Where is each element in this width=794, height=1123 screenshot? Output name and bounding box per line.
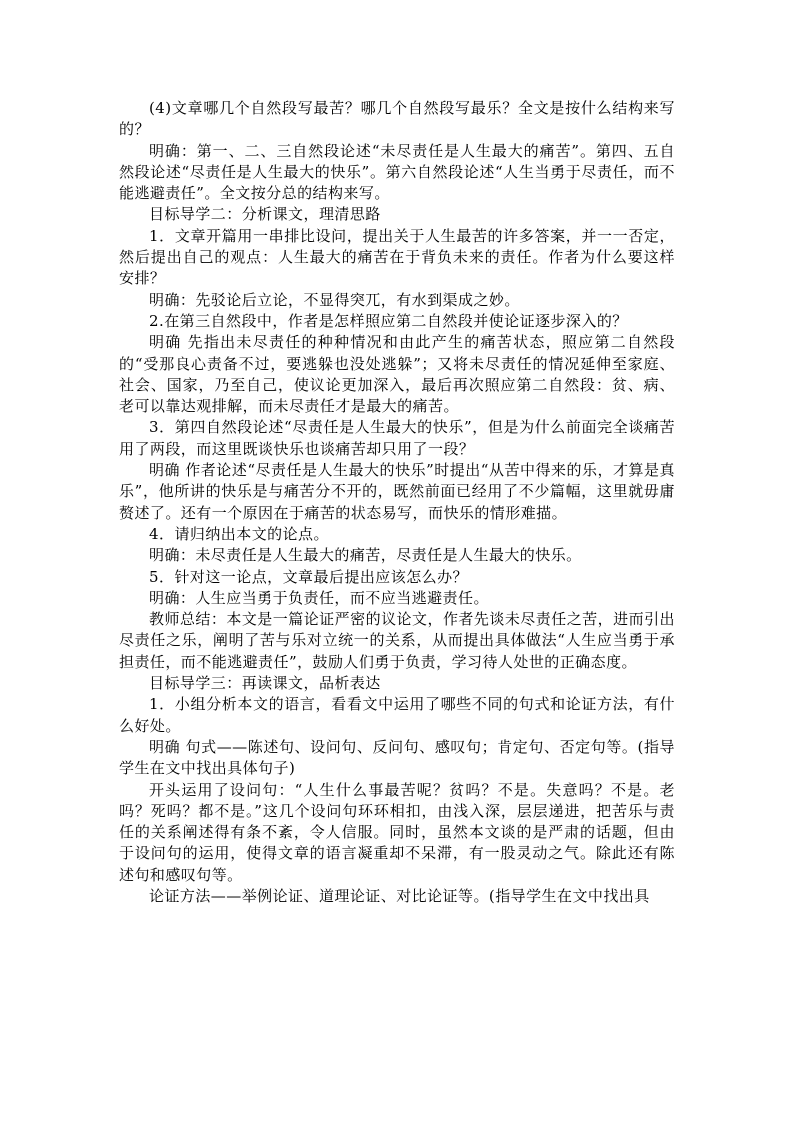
document-body [119, 98, 675, 907]
rhetorical-question-paragraph: 开头运用了设问句：“人生什么事最苦呢？贫吗？不是。失意吗？不是。老吗？死吗？都不是。”这几个设问句环环相扣，由浅入深，层层递进，把苦乐与责任的关系阐述得有条不紊，令人信服。同时，虽然本文谈的是严肃的话题，但由于设问句的运用，使得文章的语言凝重却不呆滞，有一股灵动之气。除此还有陈述句和感叹句等。 [119, 780, 675, 884]
question-3-paragraph: 3．第四自然段论述“尽责任是人生最大的快乐”，但是为什么前面完全谈痛苦用了两段，而这里既谈快乐也谈痛苦却只用了一段？ [119, 418, 675, 458]
answer-sentence-types-paragraph: 明确 句式——陈述句、设问句、反问句、感叹句；肯定句、否定句等。(指导学生在文中找出具体句子) [119, 737, 675, 778]
question-4b-paragraph: 4．请归纳出本文的论点。 [149, 524, 329, 543]
section-heading-goal-2: 目标导学二：分析课文，理清思路 [149, 205, 381, 224]
question-4-paragraph: (4)文章哪几个自然段写最苦？哪几个自然段写最乐？全文是按什么结构来写的？ [119, 99, 675, 139]
answer-2-paragraph: 明确 先指出未尽责任的种种情况和由此产生的痛苦状态，照应第二自然段的“受那良心责备不过，要逃躲也没处逃躲”；又将未尽责任的情况延伸至家庭、社会、国家，乃至自己，使议论更加深入，最后再次照应第二自然段：贫、病、老可以靠达观排解，而未尽责任才是最大的痛苦。 [119, 333, 675, 416]
argument-methods-paragraph: 论证方法——举例论证、道理论证、对比论证等。(指导学生在文中找出具 [149, 886, 650, 905]
answer-5-paragraph: 明确：人生应当勇于负责任，而不应当逃避责任。 [149, 588, 489, 607]
question-5-paragraph: 5．针对这一论点，文章最后提出应该怎么办？ [149, 567, 468, 586]
question-1-paragraph: 1．文章开篇用一串排比设问，提出关于人生最苦的许多答案，并一一否定，然后提出自己的观点：人生最大的痛苦在于背负未来的责任。作者为什么要这样安排？ [119, 226, 675, 288]
answer-1-paragraph: 明确：先驳论后立论，不显得突兀，有水到渠成之妙。 [149, 290, 520, 309]
answer-3-paragraph: 明确 作者论述“尽责任是人生最大的快乐”时提出“从苦中得来的乐，才算是真乐”，他所讲的快乐是与痛苦分不开的，既然前面已经用了不少篇幅，这里就毋庸赘述了。还有一个原因在于痛苦的状态易写，而快乐的情形难描。 [119, 461, 675, 522]
answer-4-paragraph: 明确：未尽责任是人生最大的痛苦，尽责任是人生最大的快乐。 [149, 546, 582, 565]
teacher-summary-paragraph: 教师总结：本文是一篇论证严密的议论文，作者先谈未尽责任之苦，进而引出尽责任之乐，阐明了苦与乐对立统一的关系，从而提出具体做法“人生应当勇于承担责任，而不能逃避责任”，鼓励人们勇于负责，学习待人处世的正确态度。 [119, 610, 675, 671]
question-2-paragraph: 2.在第三自然段中，作者是怎样照应第二自然段并使论证逐步深入的？ [149, 311, 628, 330]
answer-structure-paragraph: 明确：第一、二、三自然段论述“未尽责任是人生最大的痛苦”。第四、五自然段论述“尽责任是人生最大的快乐”。第六自然段论述“人生当勇于尽责任，而不能逃避责任”。全文按分总的结构来写。 [119, 141, 675, 203]
section-heading-goal-3: 目标导学三：再读课文，品析表达 [149, 674, 381, 693]
task-1-paragraph: 1．小组分析本文的语言，看看文中运用了哪些不同的句式和论证方法，有什么好处。 [119, 695, 675, 735]
